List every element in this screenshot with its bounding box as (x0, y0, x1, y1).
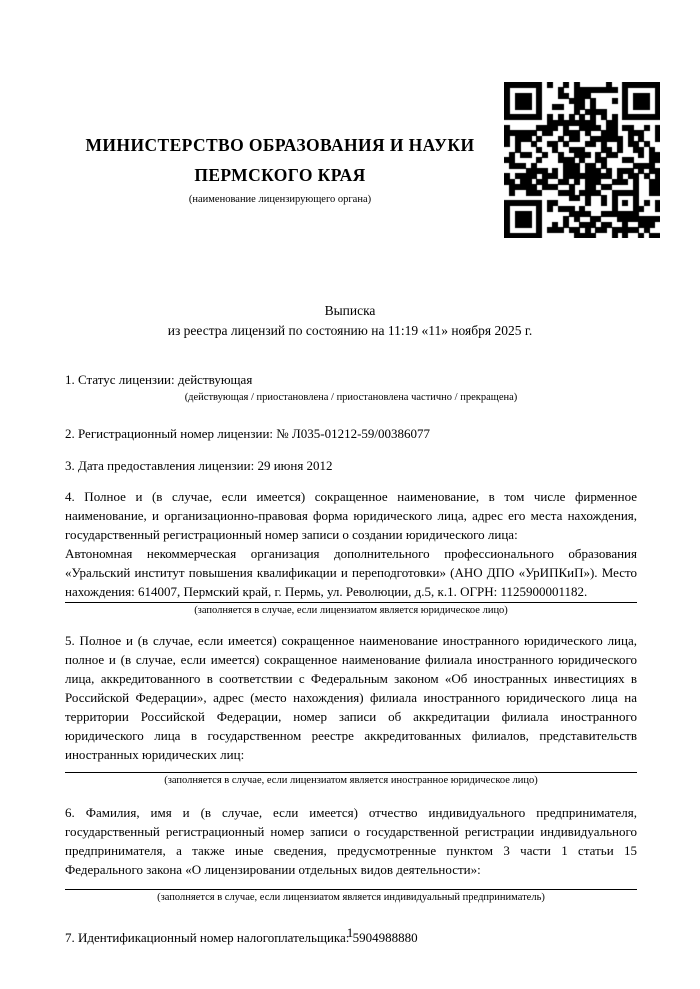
individual-entrepreneur-note: (заполняется в случае, если лицензиатом является индивидуальный предприниматель) (157, 892, 545, 903)
registration-number-value: № Л035-01212-59/00386077 (276, 426, 431, 441)
legal-entity-fill-line (65, 602, 637, 603)
document-body (65, 370, 637, 948)
field-registration-number (65, 424, 637, 444)
ministry-note: (наименование лицензирующего органа) (188, 194, 372, 205)
document-title (0, 301, 700, 341)
page-number: 1 (346, 925, 354, 940)
taxpayer-number-value: 5904988880 (352, 930, 418, 945)
document-title-line2: из реестра лицензий по состоянию на 11:19 «11» ноября 2025 г. (167, 323, 533, 338)
individual-entrepreneur-label: 6. Фамилия, имя и (в случае, если имеется) отчество индивидуального предпринимателя, государственный регистрационный номер записи о государственной регистрации индивидуального предпринимателя, а также иные сведения, предусмотренные пунктом 3 части 1 статьи 15 Федерального закона «О лицензировании отдельных видов деятельности»: (65, 805, 637, 877)
individual-entrepreneur-fill-line (65, 889, 637, 890)
section-individual-entrepreneur (65, 803, 637, 905)
foreign-entity-note: (заполняется в случае, если лицензиатом является иностранное юридическое лицо) (164, 775, 538, 786)
license-status-value: действующая (177, 372, 253, 387)
section-legal-entity (65, 487, 637, 618)
legal-entity-value: Автономная некоммерческая организация дополнительного профессионального образования «Уральский институт повышения квалификации и переподготовки» (АНО ДПО «УрИПКиП»). Место нахождения: 614007, Пермский край, г. Пермь, ул. Революции, д.5, к.1. ОГРН: 1125900001182. (65, 546, 637, 599)
field-grant-date (65, 456, 637, 476)
license-status-label: 1. Статус лицензии: (65, 372, 175, 387)
field-license-status (65, 370, 637, 390)
registration-number-label: 2. Регистрационный номер лицензии: (65, 426, 274, 441)
ministry-name-line1: МИНИСТЕРСТВО ОБРАЗОВАНИЯ И НАУКИ (85, 135, 475, 155)
qr-code-canvas (504, 82, 660, 238)
legal-entity-note: (заполняется в случае, если лицензиатом является юридическое лицо) (194, 605, 508, 616)
foreign-entity-fill-line (65, 772, 637, 773)
qr-code (504, 82, 660, 238)
taxpayer-number-label: 7. Идентификационный номер налогоплательщика: (65, 930, 350, 945)
grant-date-label: 3. Дата предоставления лицензии: (65, 458, 255, 473)
document-title-line1: Выписка (324, 303, 376, 318)
section-foreign-entity (65, 631, 637, 788)
legal-entity-label: 4. Полное и (в случае, если имеется) сокращенное наименование, в том числе фирменное наименование, и организационно-правовая форма юридического лица, адрес его места нахождения, государственный регистрационный номер записи о создании юридического лица: (65, 489, 637, 542)
foreign-entity-label: 5. Полное и (в случае, если имеется) сокращенное наименование иностранного юридического лица, полное и (в случае, если имеется) сокращенное наименование филиала иностранного юридического лица, аккредитованного в соответствии с Федеральным законом «Об иностранных инвестициях в Российской Федерации», адрес (место нахождения) филиала иностранного юридического лица на территории Российской Федерации, номер записи об аккредитации филиала иностранного юридического лица в государственном реестре аккредитованных филиалов, представительств иностранных юридических лиц: (65, 633, 637, 762)
license-status-options-note: (действующая / приостановлена / приостановлена частично / прекращена) (184, 392, 518, 403)
grant-date-value: 29 июня 2012 (257, 458, 333, 473)
ministry-name-line2: ПЕРМСКОГО КРАЯ (194, 165, 366, 185)
licensing-authority (68, 130, 492, 207)
